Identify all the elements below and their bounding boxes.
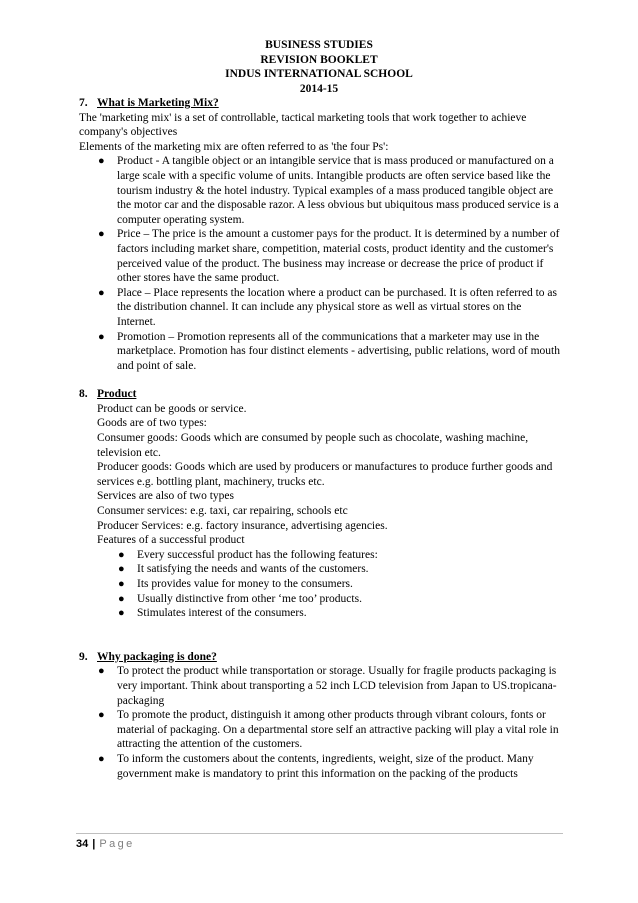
bullet-icon: ● (118, 592, 125, 605)
header-school: INDUS INTERNATIONAL SCHOOL (225, 68, 413, 81)
list-item: ● To inform the customers about the contents, ingredients, weight, size of the product. Many government make is mandatory to print this information on the packing of the products (98, 752, 534, 780)
list-item: ● Its provides value for money to the consumers. (118, 578, 353, 590)
paragraph: Product can be goods or service. (97, 402, 247, 415)
bullet-icon: ● (98, 665, 105, 678)
section-heading (79, 387, 561, 402)
section-title: Why packaging is done? (97, 650, 217, 663)
list-item: ● Price – The price is the amount a customer pays for the product. It is determined by a number of factors including market share, competition, material costs, product identity and the customer's perceived value of the product. The business may increase or decrease the price of product if other stores have the same product. (98, 228, 560, 285)
bullet-icon: ● (118, 607, 125, 620)
bullet-list (79, 154, 561, 373)
section-heading (79, 650, 561, 665)
document-body (79, 96, 561, 781)
paragraph: Services are also of two types (97, 490, 235, 503)
bullet-icon: ● (98, 228, 105, 241)
section-number: 7. (79, 97, 88, 109)
section-packaging (79, 650, 561, 781)
list-item: ● Place – Place represents the location where a product can be purchased. It is often referred to as the distribution channel. It can include any physical store as well as virtual stores on the Internet. (98, 286, 558, 328)
footer-separator: | (92, 838, 96, 850)
paragraph: Elements of the marketing mix are often referred to as 'the four Ps': (79, 140, 389, 153)
section-heading (79, 96, 561, 111)
bullet-icon: ● (118, 578, 125, 590)
paragraph: Features of a successful product (97, 534, 245, 547)
list-item: ● Usually distinctive from other ‘me too’ products. (118, 592, 362, 605)
page-number: 34 (76, 838, 89, 850)
page-footer (76, 838, 135, 851)
header-year: 2014-15 (299, 82, 339, 95)
section-title: Product (97, 388, 137, 401)
bullet-icon: ● (98, 330, 105, 343)
paragraph: Consumer goods: Goods which are consumed by people such as chocolate, washing machine, television etc. (97, 432, 529, 459)
list-item: ● It satisfying the needs and wants of the customers. (118, 563, 369, 576)
bullet-list (97, 548, 561, 621)
bullet-icon: ● (118, 563, 125, 576)
paragraph: Goods are of two types: (97, 417, 207, 430)
section-marketing-mix (79, 96, 561, 373)
list-item: ● Promotion – Promotion represents all of the communications that a marketer may use in the marketplace. Promotion has four distinct elements - advertising, public relations, word of mouth and point of sale. (98, 330, 560, 372)
list-item: ● Every successful product has the following features: (118, 548, 378, 561)
section-number: 8. (79, 388, 88, 401)
section-number: 9. (79, 650, 88, 663)
list-item: ● Product - A tangible object or an intangible service that is mass produced or manufactured on a large scale with a specific volume of units. Intangible products are often service based like the tourism industry & the hotel industry. Typical examples of a mass produced tangible object are the motor car and the disposable razor. A less obvious but ubiquitous mass produced service is a computer operating system. (98, 155, 559, 226)
bullet-icon: ● (98, 752, 105, 765)
document-header (0, 38, 638, 96)
paragraph: The 'marketing mix' is a set of controllable, tactical marketing tools that work together to achieve company's objectives (79, 111, 527, 139)
paragraph: Consumer services: e.g. taxi, car repairing, schools etc (97, 505, 348, 518)
paragraph: Producer goods: Goods which are used by producers or manufactures to produce further goods and services e.g. bottling plant, machinery, trucks etc. (97, 461, 553, 488)
bullet-list (79, 664, 561, 781)
paragraph: Producer Services: e.g. factory insurance, advertising agencies. (97, 519, 388, 532)
section-title: What is Marketing Mix? (97, 97, 219, 109)
bullet-icon: ● (118, 548, 125, 561)
footer-divider (76, 833, 563, 834)
page-label: Page (99, 838, 135, 850)
list-item: ● To promote the product, distinguish it among other products through vibrant colours, fonts or material of packaging. On a departmental store self an attractive packing will play a vital role in attracting the attention of the customers. (98, 709, 559, 751)
bullet-icon: ● (98, 286, 105, 299)
header-subject: BUSINESS STUDIES (265, 39, 373, 51)
list-item: ● Stimulates interest of the consumers. (118, 607, 307, 620)
list-item: ● To protect the product while transportation or storage. Usually for fragile products packaging is very important. Think about transporting a 52 inch LCD television from Japan to US.tropicana-packaging (98, 665, 557, 707)
section-body (79, 402, 561, 621)
section-product (79, 387, 561, 621)
bullet-icon: ● (98, 709, 105, 722)
bullet-icon: ● (98, 155, 105, 168)
header-booklet: REVISION BOOKLET (260, 53, 378, 66)
